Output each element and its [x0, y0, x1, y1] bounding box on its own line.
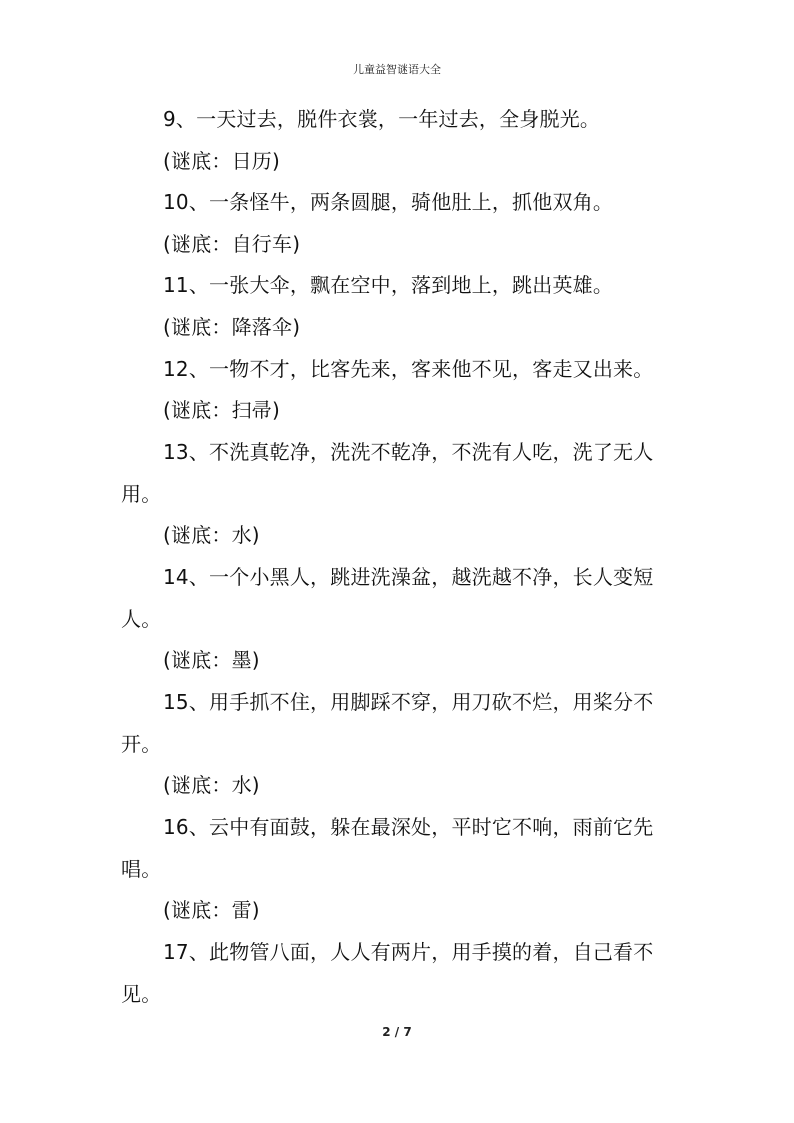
riddle-question-continued: 开。 — [121, 732, 162, 756]
riddle-question-continued: 唱。 — [121, 857, 162, 881]
page-number: 2 / 7 — [382, 1025, 412, 1039]
riddle-answer: (谜底：日历) — [163, 149, 281, 173]
page-header: 儿童益智谜语大全 — [353, 63, 441, 76]
riddle-answer: (谜底：雷) — [163, 898, 260, 922]
riddle-question: 14、一个小黑人，跳进洗澡盆，越洗越不净，长人变短 — [163, 565, 654, 589]
riddle-answer: (谜底：扫帚) — [163, 398, 281, 422]
riddle-question-continued: 人。 — [121, 607, 162, 631]
riddle-question: 13、不洗真乾净，洗洗不乾净，不洗有人吃，洗了无人 — [163, 440, 654, 464]
riddle-question: 10、一条怪牛，两条圆腿，骑他肚上，抓他双角。 — [163, 190, 614, 214]
riddle-question-continued: 见。 — [121, 982, 162, 1006]
riddle-question: 12、一物不才，比客先来，客来他不见，客走又出来。 — [163, 357, 654, 381]
riddle-answer: (谜底：自行车) — [163, 232, 301, 256]
riddle-question: 9、一天过去，脱件衣裳，一年过去，全身脱光。 — [163, 107, 601, 131]
riddle-question: 16、云中有面鼓，躲在最深处，平时它不响，雨前它先 — [163, 815, 654, 839]
riddle-answer: (谜底：水) — [163, 773, 260, 797]
riddle-question-continued: 用。 — [121, 482, 162, 506]
riddle-question: 11、一张大伞，飘在空中，落到地上，跳出英雄。 — [163, 273, 614, 297]
riddle-answer: (谜底：水) — [163, 523, 260, 547]
riddle-answer: (谜底：降落伞) — [163, 315, 301, 339]
riddle-answer: (谜底：墨) — [163, 648, 260, 672]
riddle-question: 17、此物管八面，人人有两片，用手摸的着，自己看不 — [163, 940, 654, 964]
riddle-question: 15、用手抓不住，用脚踩不穿，用刀砍不烂，用桨分不 — [163, 690, 654, 714]
